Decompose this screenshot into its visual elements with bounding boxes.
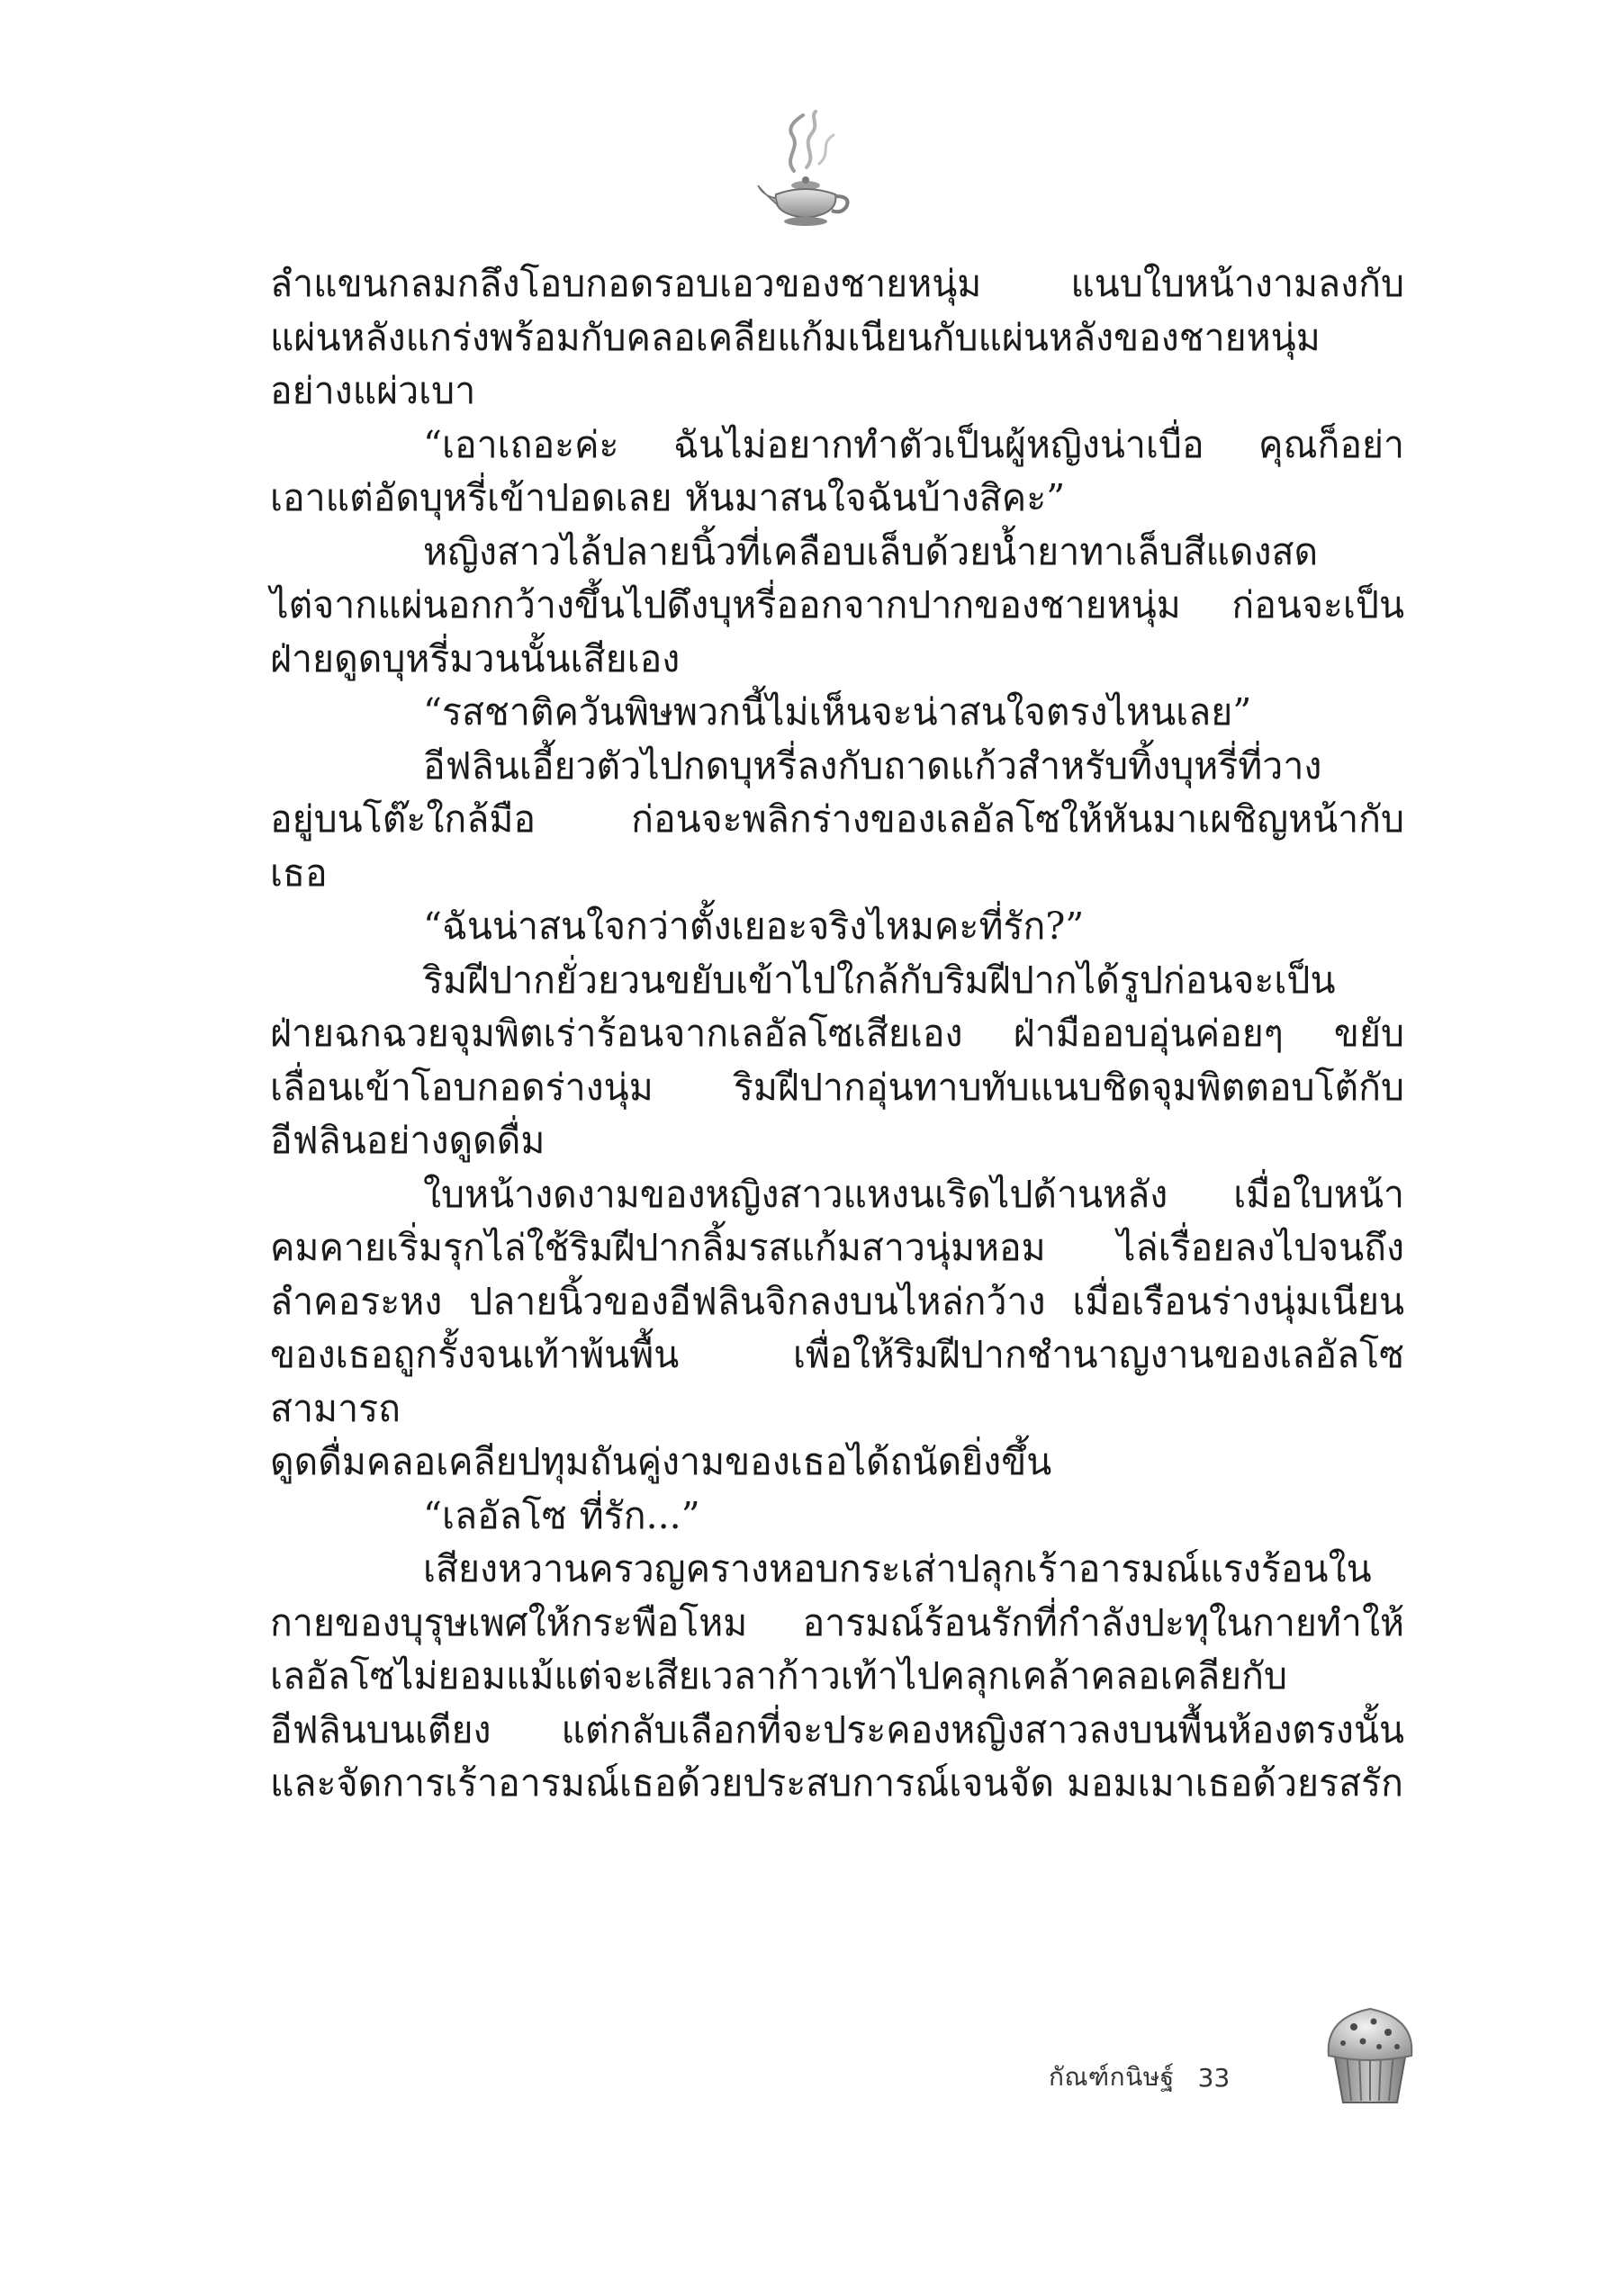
text-line: เลื่อนเข้าโอบกอดร่างนุ่ม ริมฝีปากอุ่นทาบทับแนบชิดจุมพิตตอบโต้กับ [270,1065,1404,1109]
text-line: “เลอัลโซ ที่รัก...” [423,1493,700,1537]
text-line: “เอาเถอะค่ะ ฉันไม่อยากทำตัวเป็นผู้หญิงน่าเบื่อ คุณก็อย่า [423,422,1404,466]
text-line: ริมฝีปากยั่วยวนขยับเข้าไปใกล้กับริมฝีปากได้รูปก่อนจะเป็น [423,958,1336,1002]
text-line: “รสชาติควันพิษพวกนี้ไม่เห็นจะน่าสนใจตรงไหนเลย” [423,690,1252,734]
text-line: ลำแขนกลมกลึงโอบกอดรอบเอวของชายหนุ่ม แนบใบหน้างามลงกับ [270,262,1404,305]
paragraph-list [270,257,1404,1811]
text-line: อีฟลินอย่างดูดดื่ม [270,1119,546,1162]
text-line: ใบหน้างดงามของหญิงสาวแหงนเริดไปด้านหลัง เมื่อใบหน้า [423,1172,1404,1216]
text-line: ฝ่ายฉกฉวยจุมพิตเร่าร้อนจากเลอัลโซเสียเอง ฝ่ามืออบอุ่นค่อยๆ ขยับ [270,1012,1404,1055]
text-line: ของเธอถูกรั้งจนเท้าพ้นพื้น เพื่อให้ริมฝีปากชำนาญงานของเลอัลโซสามารถ [270,1333,1404,1430]
text-line: เสียงหวานครวญครางหอบกระเส่าปลุกเร้าอารมณ์แรงร้อนใน [423,1547,1372,1590]
text-line: เอาแต่อัดบุหรี่เข้าปอดเลย หันมาสนใจฉันบ้างสิคะ” [270,476,1066,519]
text-line: คมคายเริ่มรุกไล่ใช้ริมฝีปากลิ้มรสแก้มสาวนุ่มหอม ไล่เรื่อยลงไปจนถึง [270,1226,1404,1269]
footer-author: กัณฑ์กนิษฐ์ [1049,2062,1175,2092]
page-number: 33 [1197,2062,1231,2093]
muffin-icon [1321,2000,1419,2108]
page-body [270,257,1404,1811]
text-line: ดูดดื่มคลอเคลียปทุมถันคู่งามของเธอได้ถนัดยิ่งขึ้น [270,1440,1052,1483]
text-line: อีฟลินบนเตียง แต่กลับเลือกที่จะประคองหญิงสาวลงบนพื้นห้องตรงนั้น [270,1707,1404,1751]
text-line: แผ่นหลังแกร่งพร้อมกับคลอเคลียแก้มเนียนกับแผ่นหลังของชายหนุ่ม [270,315,1321,359]
text-line: ลำคอระหง ปลายนิ้วของอีฟลินจิกลงบนไหล่กว้าง เมื่อเรือนร่างนุ่มเนียน [270,1279,1404,1323]
teapot-with-steam-icon [756,108,855,234]
text-line: อย่างแผ่วเบา [270,369,476,412]
text-line: อีฟลินเอี้ยวตัวไปกดบุหรี่ลงกับถาดแก้วสำหรับทิ้งบุหรี่ที่วาง [423,743,1322,788]
text-line: ฝ่ายดูดบุหรี่มวนนั้นเสียเอง [270,636,681,680]
text-line: “ฉันน่าสนใจกว่าตั้งเยอะจริงไหมคะที่รัก?” [423,905,1085,948]
text-line: เธอ [270,851,328,895]
page-footer [1049,2050,1230,2104]
text-line: และจัดการเร้าอารมณ์เธอด้วยประสบการณ์เจนจัด มอมเมาเธอด้วยรสรัก [270,1761,1403,1805]
text-line: หญิงสาวไล้ปลายนิ้วที่เคลือบเล็บด้วยน้ำยาทาเล็บสีแดงสด [423,529,1319,573]
text-line: กายของบุรุษเพศให้กระพือโหม อารมณ์ร้อนรักที่กำลังปะทุในกายทำให้ [270,1600,1404,1644]
text-line: อยู่บนโต๊ะใกล้มือ ก่อนจะพลิกร่างของเลอัลโซให้หันมาเผชิญหน้ากับ [270,797,1404,841]
text-line: ไต่จากแผ่นอกกว้างขึ้นไปดึงบุหรี่ออกจากปากของชายหนุ่ม ก่อนจะเป็น [270,583,1404,626]
text-line: เลอัลโซไม่ยอมแม้แต่จะเสียเวลาก้าวเท้าไปคลุกเคล้าคลอเคลียกับ [270,1654,1288,1697]
